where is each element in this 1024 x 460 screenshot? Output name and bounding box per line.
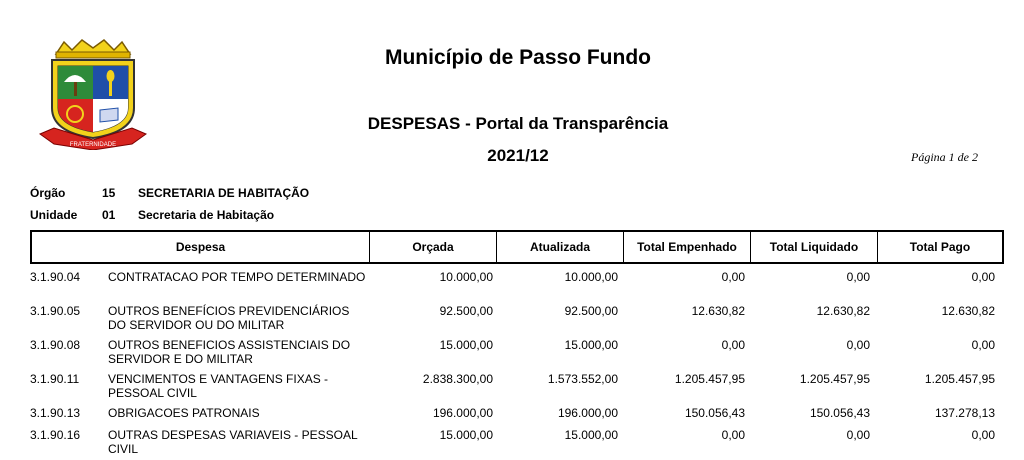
report-subtitle: DESPESAS - Portal da Transparência — [367, 114, 669, 133]
row-empenhado: 12.630,82 — [691, 304, 745, 318]
row-liquidado: 12.630,82 — [816, 304, 870, 318]
column-header-empenhado: Total Empenhado — [624, 232, 751, 262]
row-empenhado: 0,00 — [721, 428, 745, 442]
unidade-label: Unidade — [30, 208, 78, 222]
unidade-name: Secretaria de Habitação — [138, 208, 275, 222]
orgao-label: Órgão — [30, 186, 66, 200]
row-liquidado: 0,00 — [846, 270, 870, 284]
table-row — [30, 268, 1004, 302]
row-code: 3.1.90.05 — [30, 304, 81, 318]
row-orcada: 92.500,00 — [439, 304, 493, 318]
row-code: 3.1.90.13 — [30, 406, 81, 420]
row-code: 3.1.90.08 — [30, 338, 81, 352]
table-row — [30, 426, 1004, 460]
column-header-orcada: Orçada — [370, 232, 497, 262]
row-orcada: 196.000,00 — [432, 406, 493, 420]
row-empenhado: 0,00 — [721, 338, 745, 352]
crest-motto: FRATERNIDADE — [69, 142, 117, 148]
column-header-atualizada: Atualizada — [497, 232, 624, 262]
row-pago: 0,00 — [971, 270, 995, 284]
orgao-name: SECRETARIA DE HABITAÇÃO — [138, 186, 310, 200]
row-pago: 0,00 — [971, 428, 995, 442]
row-atualizada: 196.000,00 — [557, 406, 618, 420]
row-atualizada: 15.000,00 — [564, 338, 618, 352]
row-orcada: 15.000,00 — [439, 428, 493, 442]
unidade-line — [30, 208, 274, 222]
table-row — [30, 370, 1004, 404]
orgao-line — [30, 186, 309, 200]
table-row — [30, 336, 1004, 370]
row-atualizada: 15.000,00 — [564, 428, 618, 442]
row-empenhado: 0,00 — [721, 270, 745, 284]
row-liquidado: 0,00 — [846, 338, 870, 352]
row-description: OUTROS BENEFÍCIOS PREVIDENCIÁRIOS DO SERVIDOR OU DO MILITAR — [108, 304, 350, 332]
table-body — [30, 268, 1004, 460]
row-atualizada: 10.000,00 — [564, 270, 618, 284]
column-header-liquidado: Total Liquidado — [751, 232, 878, 262]
row-empenhado: 150.056,43 — [684, 406, 745, 420]
unidade-code: 01 — [102, 208, 116, 222]
report-period: 2021/12 — [487, 146, 549, 165]
page-number: Página 1 de 2 — [911, 150, 978, 164]
row-description: OUTROS BENEFICIOS ASSISTENCIAIS DO SERVIDOR E DO MILITAR — [108, 338, 351, 366]
table-row — [30, 302, 1004, 336]
row-code: 3.1.90.16 — [30, 428, 81, 442]
row-atualizada: 1.573.552,00 — [547, 372, 618, 386]
row-code: 3.1.90.04 — [30, 270, 81, 284]
row-pago: 1.205.457,95 — [924, 372, 995, 386]
row-description: OBRIGACOES PATRONAIS — [108, 406, 260, 420]
row-pago: 137.278,13 — [934, 406, 995, 420]
table-row — [30, 404, 1004, 426]
row-description: OUTRAS DESPESAS VARIAVEIS - PESSOAL CIVIL — [108, 428, 358, 456]
row-atualizada: 92.500,00 — [564, 304, 618, 318]
row-liquidado: 1.205.457,95 — [799, 372, 870, 386]
row-orcada: 2.838.300,00 — [422, 372, 493, 386]
row-description: VENCIMENTOS E VANTAGENS FIXAS - PESSOAL CIVIL — [108, 372, 329, 400]
row-liquidado: 150.056,43 — [809, 406, 870, 420]
column-header-despesa: Despesa — [32, 232, 370, 262]
row-description: CONTRATACAO POR TEMPO DETERMINADO — [108, 270, 366, 284]
row-code: 3.1.90.11 — [30, 372, 80, 386]
page-title: Município de Passo Fundo — [384, 46, 651, 69]
row-liquidado: 0,00 — [846, 428, 870, 442]
row-orcada: 15.000,00 — [439, 338, 493, 352]
row-empenhado: 1.205.457,95 — [674, 372, 745, 386]
row-pago: 0,00 — [971, 338, 995, 352]
orgao-code: 15 — [102, 186, 116, 200]
column-header-pago: Total Pago — [909, 240, 971, 254]
row-pago: 12.630,82 — [941, 304, 995, 318]
table-header — [30, 230, 1004, 264]
row-orcada: 10.000,00 — [439, 270, 493, 284]
